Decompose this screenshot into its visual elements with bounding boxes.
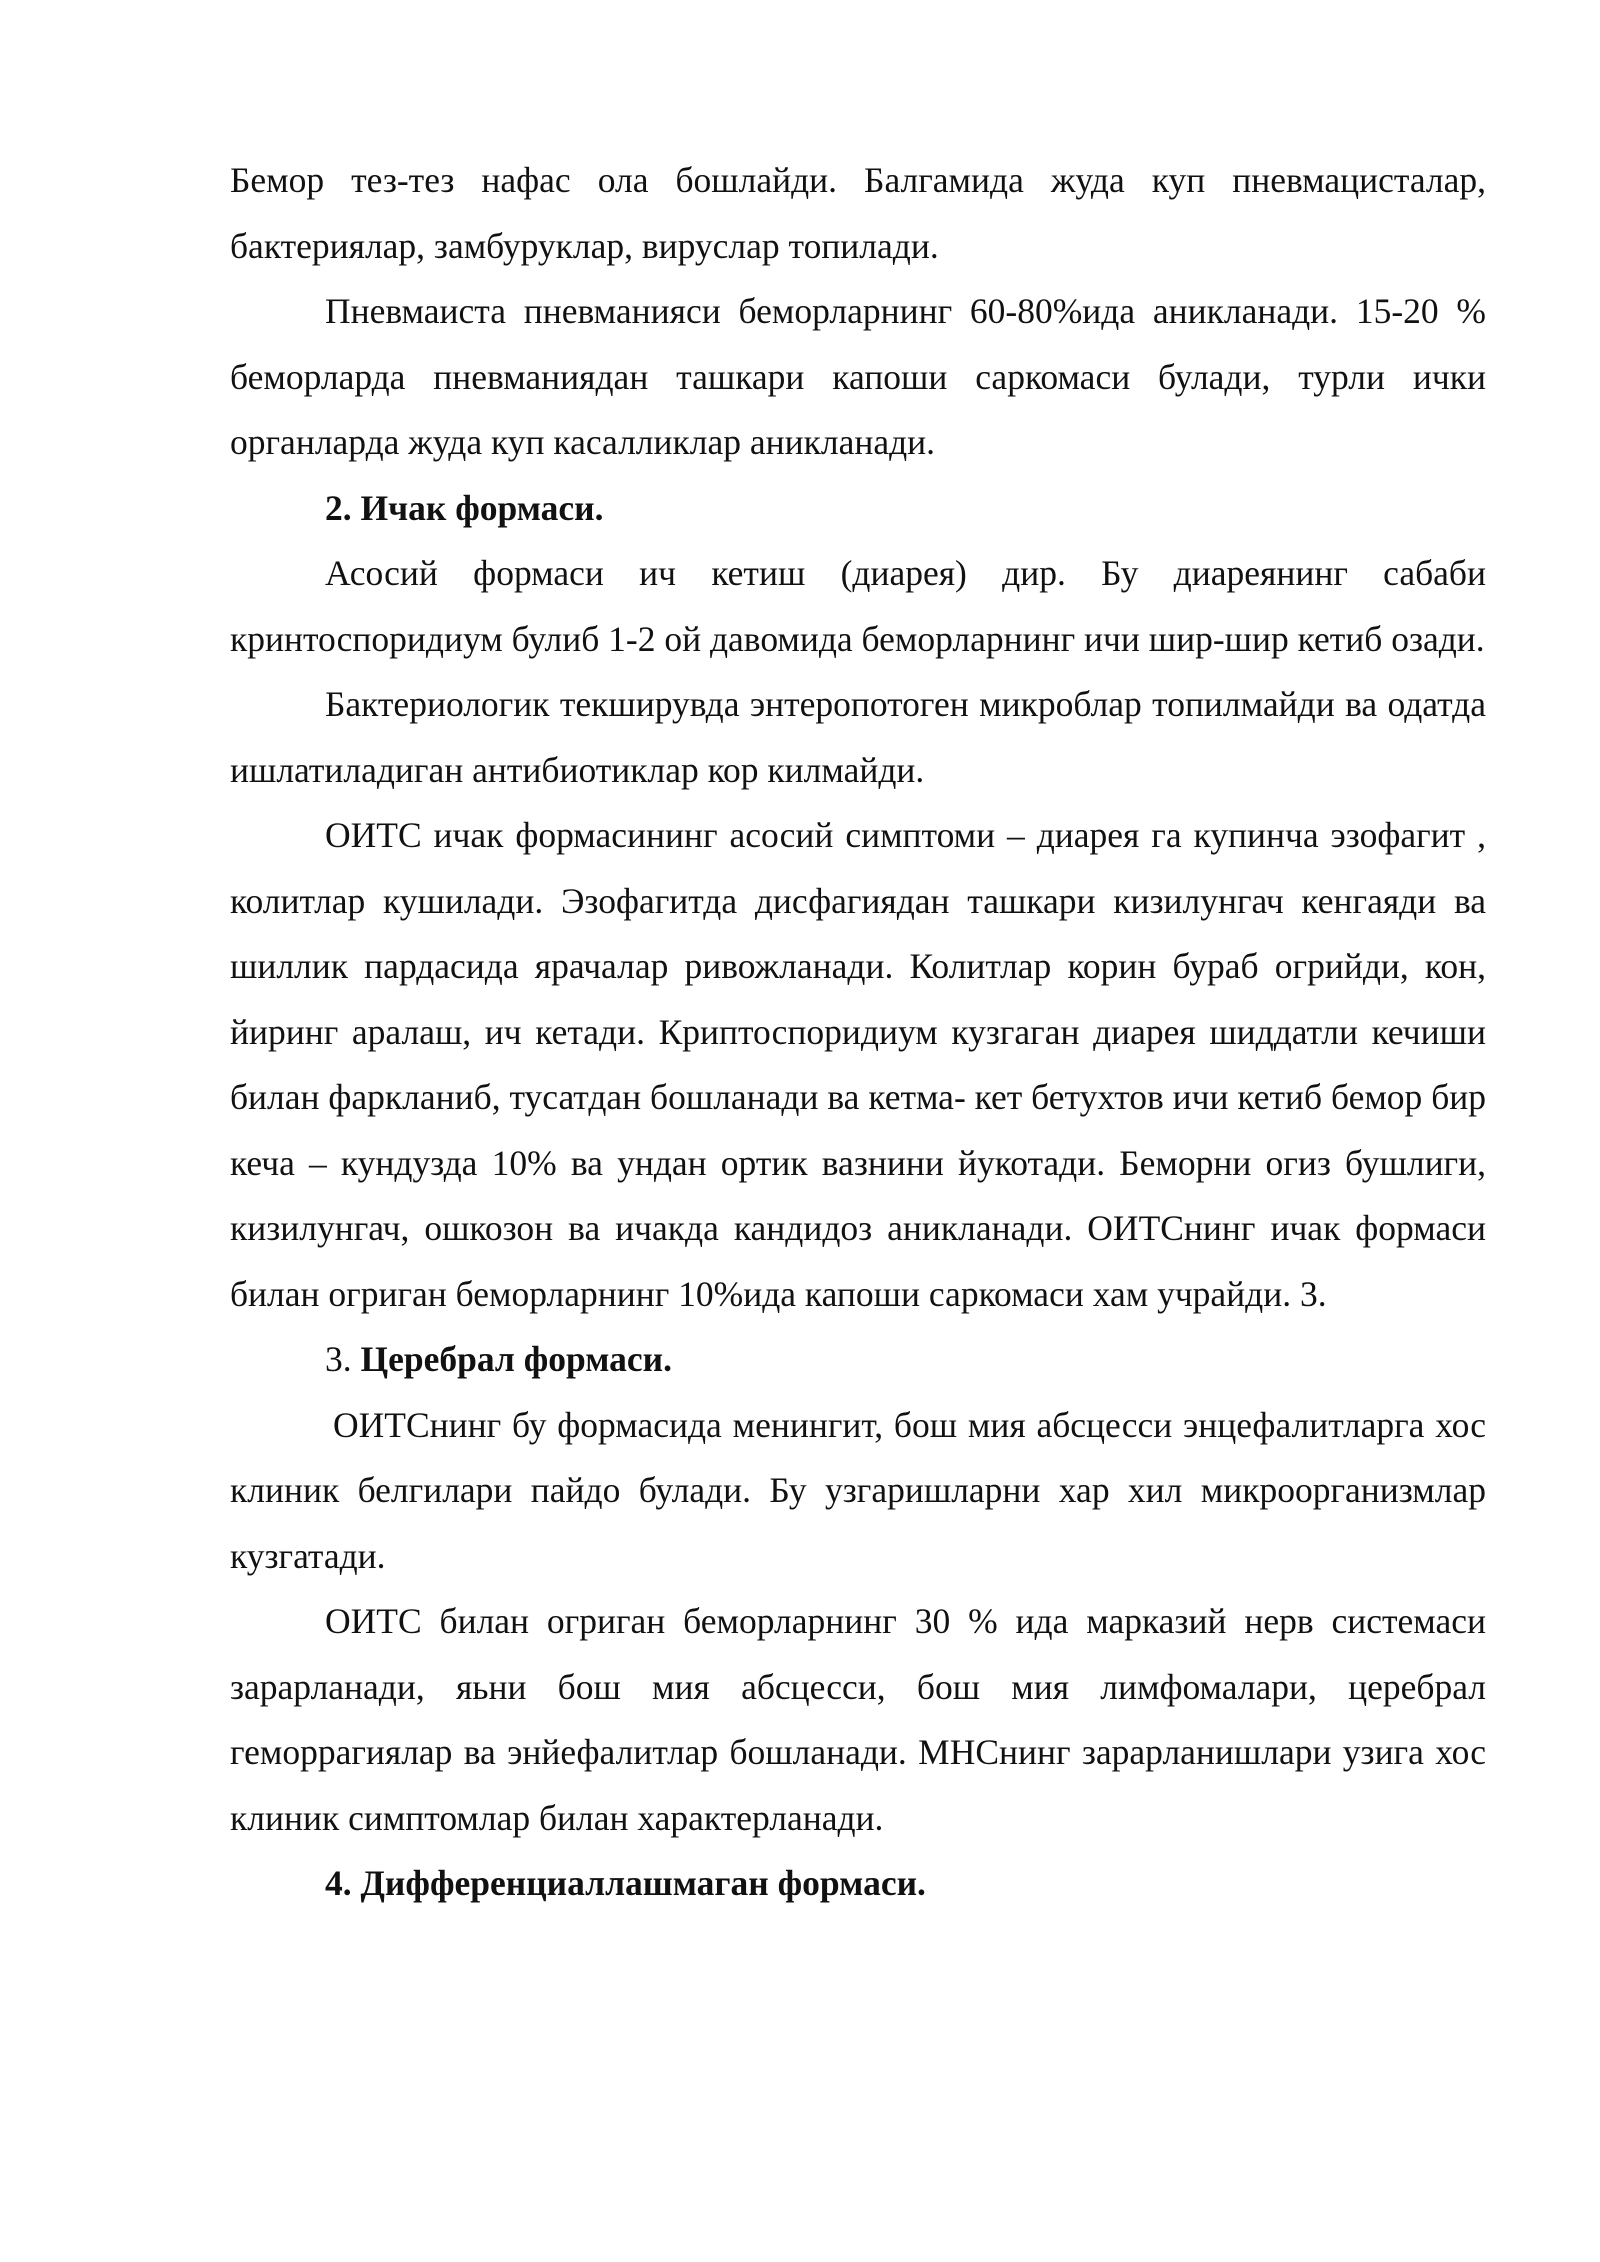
- paragraph-cns-damage: ОИТС билан огриган беморларнинг 30 % ида марказий нерв системаси зарарланади, яьни бош мия абсцесси, бош мия лимфомалари, церебрал геморрагиялар ва энйефалитлар бошланади. МНСнинг зарарланишлари узига хос клиник симптомлар билан характерланади.: [230, 1601, 1486, 1838]
- heading-intestinal-form: 2. Ичак формаси.: [325, 487, 604, 528]
- paragraph-bacteriology: Бактериологик текширувда энтеропотоген микроблар топилмайди ва одатда ишлатиладиган антибиотиклар кор килмайди.: [230, 684, 1486, 790]
- heading-cerebral-form: [230, 1327, 1486, 1393]
- paragraph-diarrhea: Асосий формаси ич кетиш (диарея) дир. Бу диареянинг сабаби кринтоспоридиум булиб 1-2 ой давомида беморларнинг ичи шир-шир кетиб озади.: [230, 553, 1486, 659]
- document-page: [230, 148, 1486, 1917]
- paragraph-pneumonia: Пневмаиста пневманияси беморларнинг 60-80%ида аникланади. 15-20 % беморларда пневманиядан ташкари капоши саркомаси булади, турли ички органларда жуда куп касалликлар аникланади.: [230, 291, 1486, 462]
- paragraph-breathing: Бемор тез-тез нафас ола бошлайди. Балгамида жуда куп пневмацисталар, бактериялар, замбуруклар, вируслар топилади.: [230, 160, 1486, 266]
- heading-undifferentiated-form: 4. Дифференциаллашмаган формаси.: [325, 1863, 926, 1903]
- heading-cerebral-number: 3.: [325, 1339, 361, 1379]
- paragraph-aids-intestinal-symptoms: ОИТС ичак формасининг асосий симптоми – диарея га купинча эзофагит , колитлар кушилади. Эзофагитда дисфагиядан ташкари кизилунгач кенгаяди ва шиллик пардасида ярачалар ривожланади. Колитлар корин бураб огрийди, кон, йиринг аралаш, ич кетади. Криптоспоридиум кузгаган диарея шиддатли кечиши билан фаркланиб, тусатдан бошланади ва кетма- кет бетухтов ичи кетиб бемор бир кеча – кундузда 10% ва ундан ортик вазнини йукотади. Беморни огиз бушлиги, кизилунгач, ошкозон ва ичакда кандидоз аникланади. ОИТСнинг ичак формаси билан огриган беморларнинг 10%ида капоши саркомаси хам учрайди. 3.: [230, 815, 1486, 1314]
- heading-cerebral-title: Церебрал формаси.: [360, 1339, 673, 1379]
- paragraph-meningitis: ОИТСнинг бу формасида менингит, бош мия абсцесси энцефалитларга хос клиник белгилари пайдо булади. Бу узгаришларни хар хил микроорганизмлар кузгатади.: [230, 1404, 1486, 1576]
